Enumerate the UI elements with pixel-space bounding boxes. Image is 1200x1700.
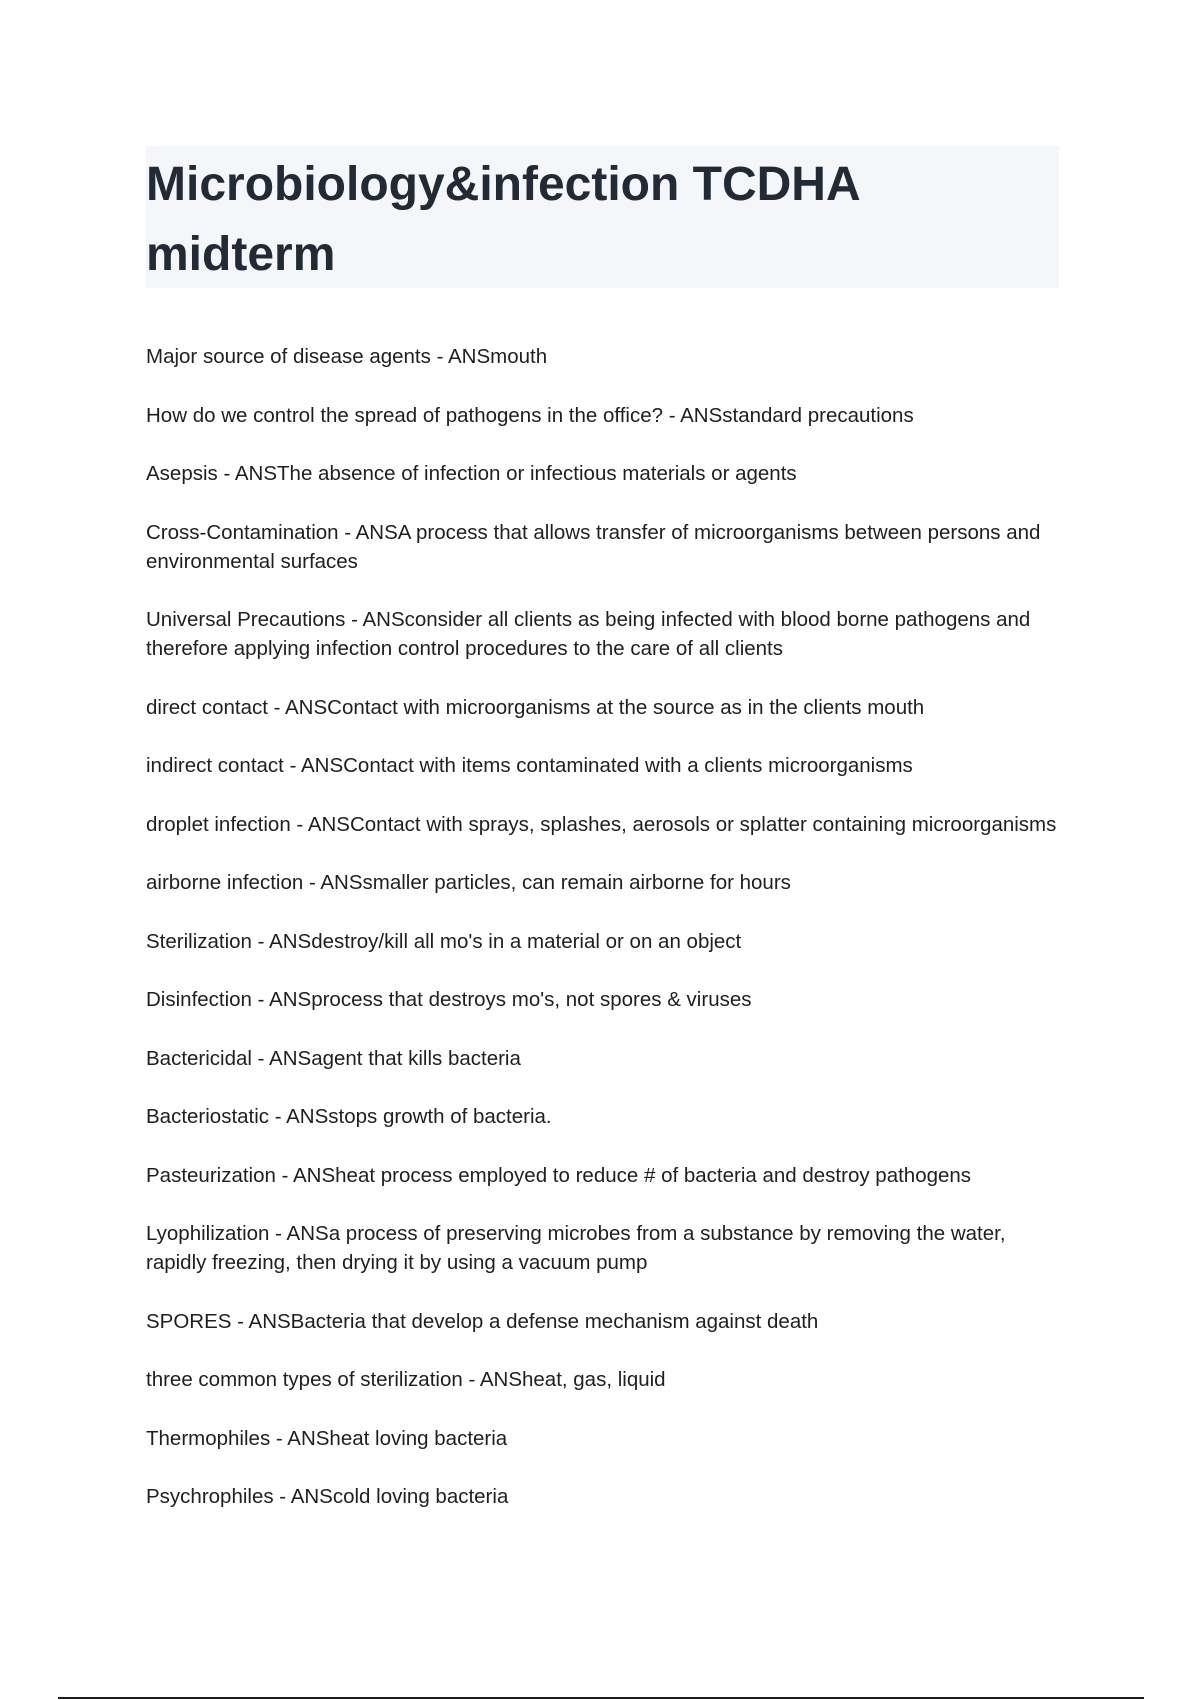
qa-item: Asepsis - ANSThe absence of infection or infectious materials or agents xyxy=(146,462,797,485)
qa-item: Cross-Contamination - ANSA process that allows transfer of microorganisms between persons and environmental surfaces xyxy=(146,520,1041,573)
qa-item: three common types of sterilization - ANSheat, gas, liquid xyxy=(146,1368,666,1391)
qa-item: direct contact - ANSContact with microorganisms at the source as in the clients mouth xyxy=(146,695,925,719)
qa-item: Universal Precautions - ANSconsider all clients as being infected with blood borne pathogens and therefore applying infection control procedures to the care of all clients xyxy=(146,608,1031,660)
qa-item: SPORES - ANSBacteria that develop a defense mechanism against death xyxy=(146,1309,819,1333)
qa-item: Pasteurization - ANSheat process employed to reduce # of bacteria and destroy pathogens xyxy=(146,1163,972,1187)
title-banner xyxy=(146,146,1059,288)
qa-item: Psychrophiles - ANScold loving bacteria xyxy=(146,1485,509,1508)
qa-item: Thermophiles - ANSheat loving bacteria xyxy=(146,1426,508,1450)
qa-item: How do we control the spread of pathogens in the office? - ANSstandard precautions xyxy=(146,403,914,427)
qa-item: droplet infection - ANSContact with sprays, splashes, aerosols or splatter containing microorganisms xyxy=(146,812,1057,836)
qa-item: Bactericidal - ANSagent that kills bacteria xyxy=(146,1046,521,1070)
qa-list xyxy=(146,342,1066,1541)
document-title: Microbiology&infection TCDHA midterm xyxy=(146,158,859,281)
qa-item: Lyophilization - ANSa process of preserving microbes from a substance by removing the water, rapidly freezing, then drying it by using a vacuum pump xyxy=(146,1222,1006,1274)
qa-item: Sterilization - ANSdestroy/kill all mo's in a material or on an object xyxy=(146,929,742,953)
qa-item: Disinfection - ANSprocess that destroys mo's, not spores & viruses xyxy=(146,988,752,1011)
qa-item: Bacteriostatic - ANSstops growth of bacteria. xyxy=(146,1105,552,1128)
qa-item: indirect contact - ANSContact with items contaminated with a clients microorganisms xyxy=(146,754,913,777)
qa-item: Major source of disease agents - ANSmouth xyxy=(146,345,548,368)
qa-item: airborne infection - ANSsmaller particles, can remain airborne for hours xyxy=(146,871,791,894)
footer-divider xyxy=(58,1697,1144,1699)
